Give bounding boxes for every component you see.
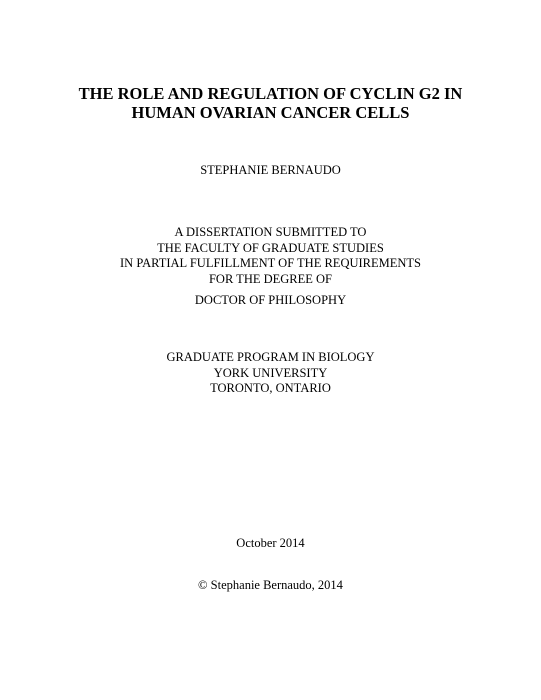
copyright-notice [0, 578, 541, 594]
statement-line-1: A DISSERTATION SUBMITTED TO [174, 225, 367, 239]
copyright-text: © Stephanie Bernaudo, 2014 [198, 578, 343, 592]
date-text: October 2014 [236, 536, 305, 550]
statement-line-4: FOR THE DEGREE OF [208, 271, 333, 286]
statement-line-3: IN PARTIAL FULFILLMENT OF THE REQUIREMENTS [120, 256, 421, 270]
title-line-2: HUMAN OVARIAN CANCER CELLS [131, 103, 410, 122]
program-line-3: TORONTO, ONTARIO [210, 381, 331, 395]
submission-statement [0, 225, 541, 287]
author-name [0, 163, 541, 179]
program-institution [0, 350, 541, 397]
degree-text: DOCTOR OF PHILOSOPHY [194, 293, 347, 307]
title-line-1: THE ROLE AND REGULATION OF CYCLIN G2 IN [78, 84, 463, 103]
program-line-2: YORK UNIVERSITY [213, 365, 328, 380]
degree-name [0, 293, 541, 309]
submission-date [0, 536, 541, 552]
dissertation-title [0, 84, 541, 122]
statement-line-2: THE FACULTY OF GRADUATE STUDIES [157, 240, 384, 255]
author-name-text: STEPHANIE BERNAUDO [200, 163, 341, 177]
program-line-1: GRADUATE PROGRAM IN BIOLOGY [166, 350, 375, 364]
